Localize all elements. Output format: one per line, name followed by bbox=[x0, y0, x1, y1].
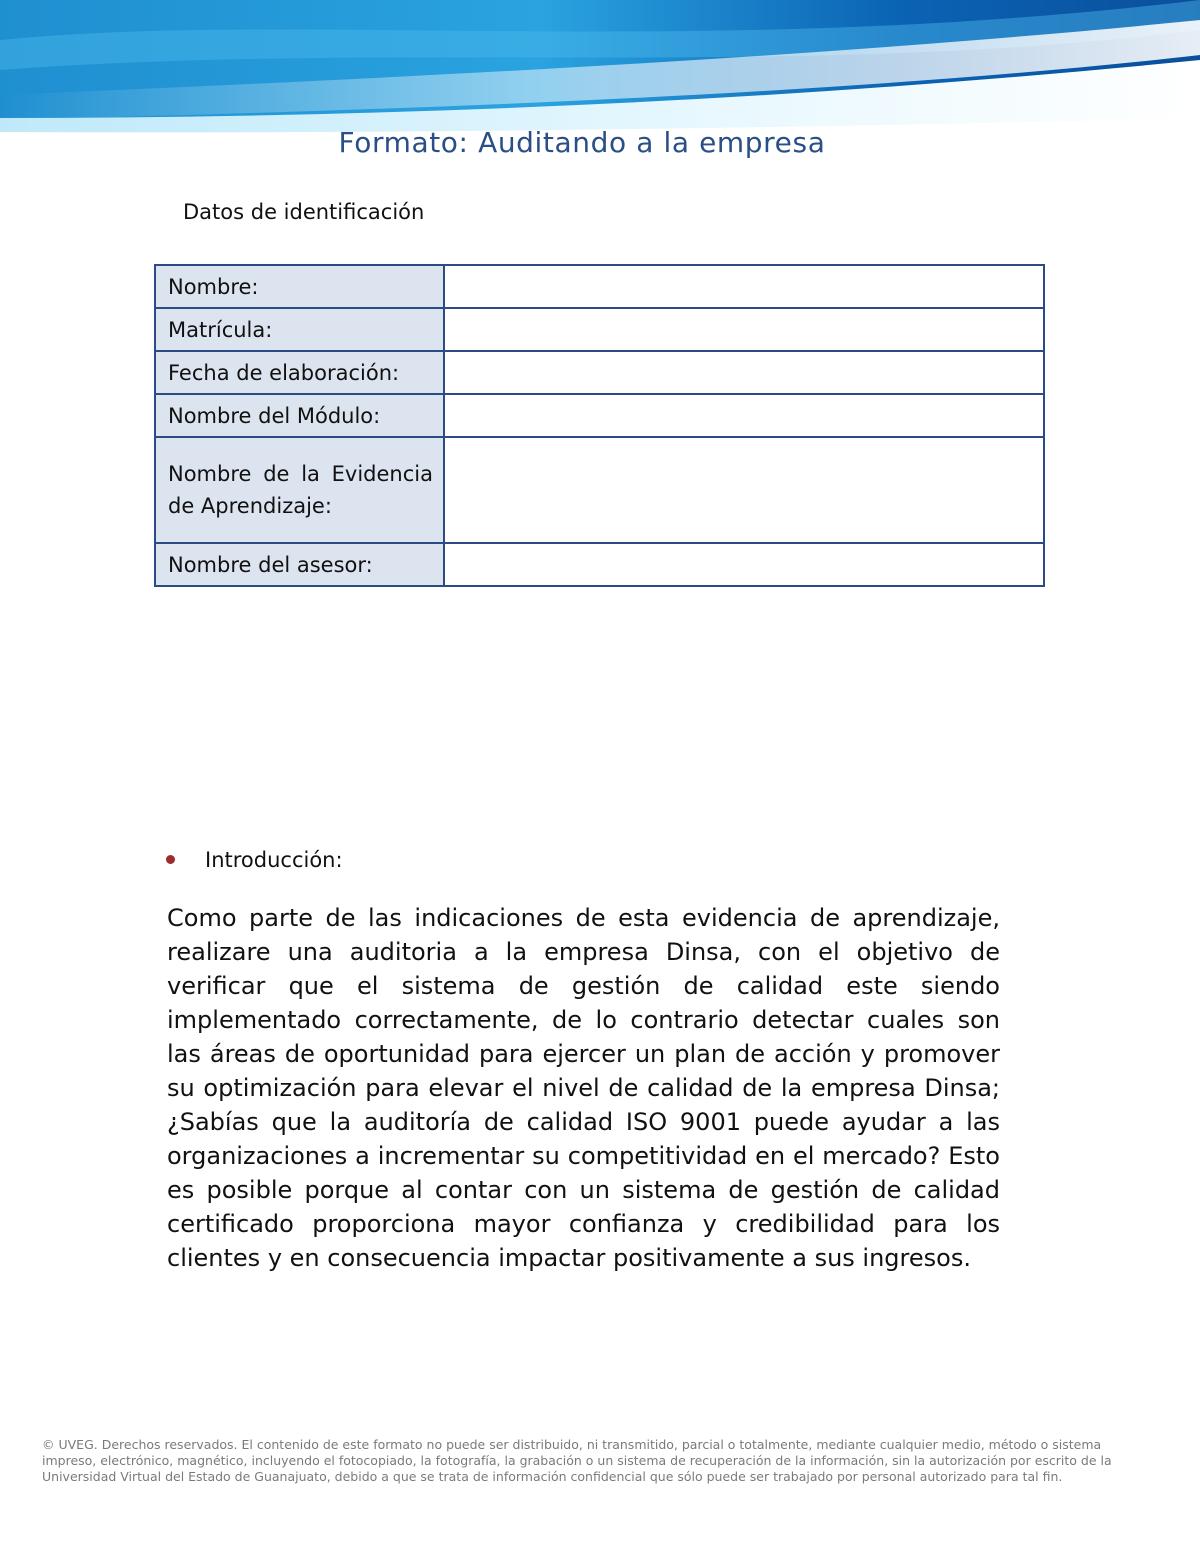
bullet-icon bbox=[166, 855, 175, 864]
table-row bbox=[155, 308, 1044, 351]
table-row bbox=[155, 351, 1044, 394]
introduction-body: Como parte de las indicaciones de esta evidencia de aprendizaje, realizare una auditoria a la empresa Dinsa, con el objetivo de verificar que el sistema de gestión de calidad este siendo implementado correctamente, de lo contrario detectar cuales son las áreas de oportunidad para ejercer un plan de acción y promover su optimización para elevar el nivel de calidad de la empresa Dinsa; ¿Sabías que la auditoría de calidad ISO 9001 puede ayudar a las organizaciones a incrementar su competitividad en el mercado? Esto es posible porque al contar con un sistema de gestión de calidad certificado proporciona mayor confianza y credibilidad para los clientes y en consecuencia impactar positivamente a sus ingresos. bbox=[167, 904, 1000, 1272]
advisor-value-cell[interactable] bbox=[444, 543, 1044, 586]
date-value-cell[interactable] bbox=[444, 351, 1044, 394]
identification-table bbox=[154, 264, 1045, 587]
table-row bbox=[155, 437, 1044, 543]
table-row bbox=[155, 265, 1044, 308]
table-label-cell: Matrícula: bbox=[155, 308, 444, 351]
section-label-identification: Datos de identificación bbox=[183, 200, 425, 224]
name-value-cell[interactable] bbox=[444, 265, 1044, 308]
table-row bbox=[155, 394, 1044, 437]
evidence-value-cell[interactable] bbox=[444, 437, 1044, 543]
introduction-heading: Introducción: bbox=[205, 848, 343, 872]
footer-copyright: © UVEG. Derechos reservados. El contenido de este formato no puede ser distribuido, ni transmitido, parcial o totalmente, mediante cualquier medio, método o sistema impreso, electrónico, magnético, incluyendo el fotocopiado, la fotografía, la grabación o un sistema de recuperación de la información, sin la autorización por escrito de la Universidad Virtual del Estado de Guanajuato, debido a que se trata de información confidencial que sólo puede ser trabajado por personal autorizado para tal fin. bbox=[42, 1437, 1112, 1484]
table-label-cell: Nombre: bbox=[155, 265, 444, 308]
matricula-value-cell[interactable] bbox=[444, 308, 1044, 351]
table-row bbox=[155, 543, 1044, 586]
introduction-heading-row bbox=[166, 848, 343, 872]
table-label-cell: Nombre del Módulo: bbox=[155, 394, 444, 437]
header-banner bbox=[0, 0, 1200, 145]
module-value-cell[interactable] bbox=[444, 394, 1044, 437]
page-title: Formato: Auditando a la empresa bbox=[338, 126, 826, 159]
table-label-cell: Nombre del asesor: bbox=[155, 543, 444, 586]
table-label-cell: Nombre de la Evidencia de Aprendizaje: bbox=[155, 437, 444, 543]
table-label-cell: Fecha de elaboración: bbox=[155, 351, 444, 394]
